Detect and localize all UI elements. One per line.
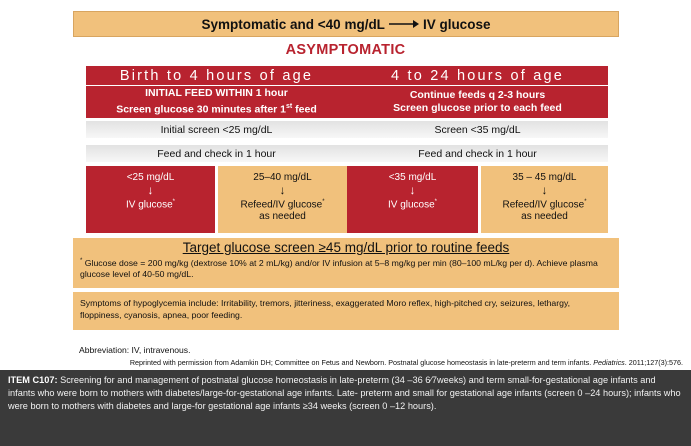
reprint-credit: Reprinted with permission from Adamkin DH; Committee on Fetus and Newborn. Postnatal glucose homeostasis in late-preterm and term infants. Pediatrics. 2011;127(3):576. xyxy=(129,358,683,367)
left-low-result: IV glucose* xyxy=(125,199,176,211)
asymptomatic-heading: ASYMPTOMATIC xyxy=(285,42,406,58)
symptomatic-band xyxy=(73,11,619,37)
down-arrow-icon: ↓ xyxy=(409,183,416,197)
right-arrow-icon xyxy=(389,19,419,29)
right-low-value: <35 mg/dL xyxy=(388,172,437,183)
right-mid-result-2: as needed xyxy=(521,211,568,223)
right-mid-result: Refeed/IV glucose* xyxy=(502,199,587,211)
abbreviation-note: Abbreviation: IV, intravenous. xyxy=(79,345,191,355)
right-column xyxy=(347,66,608,118)
figure-caption xyxy=(0,370,691,446)
symptomatic-action: IV glucose xyxy=(422,16,491,32)
left-mid-result-2: as needed xyxy=(259,211,306,223)
right-column-instructions xyxy=(347,86,608,118)
left-mid-result: Refeed/IV glucose* xyxy=(240,199,325,211)
left-instruction-1: INITIAL FEED WITHIN 1 hour xyxy=(145,87,288,100)
left-column-instructions xyxy=(86,86,347,118)
left-column-title: Birth to 4 hours of age xyxy=(86,66,347,86)
caption-label: ITEM C107: xyxy=(8,375,58,385)
target-heading: Target glucose screen ≥45 mg/dL prior to routine feeds xyxy=(182,240,510,255)
right-mid-box xyxy=(481,166,608,233)
down-arrow-icon: ↓ xyxy=(147,183,154,197)
left-mid-box xyxy=(218,166,347,233)
down-arrow-icon: ↓ xyxy=(279,183,286,197)
right-screen: Screen <35 mg/dL xyxy=(347,121,608,138)
right-mid-value: 35 – 45 mg/dL xyxy=(512,172,577,183)
left-column xyxy=(86,66,347,118)
left-low-value: <25 mg/dL xyxy=(126,172,175,183)
right-feed-check: Feed and check in 1 hour xyxy=(347,145,608,162)
symptomatic-condition: Symptomatic and <40 mg/dL xyxy=(201,16,385,32)
symptoms-box: Symptoms of hypoglycemia include: Irritability, tremors, jitteriness, exaggerated Moro reflex, high-pitched cry, seizures, lethargy, floppiness, cyanosis, apnea, poor feeding. xyxy=(73,292,619,330)
right-low-result: IV glucose* xyxy=(387,199,438,211)
right-column-title: 4 to 24 hours of age xyxy=(347,66,608,86)
left-mid-value: 25–40 mg/dL xyxy=(253,172,312,183)
right-instruction-2: Screen glucose prior to each feed xyxy=(393,102,562,114)
left-feed-check: Feed and check in 1 hour xyxy=(86,145,347,162)
down-arrow-icon: ↓ xyxy=(541,183,548,197)
right-instruction-1: Continue feeds q 2-3 hours xyxy=(409,89,546,101)
left-instruction-2: Screen glucose 30 minutes after 1st feed xyxy=(116,103,317,116)
left-initial-screen: Initial screen <25 mg/dL xyxy=(86,121,347,138)
left-low-box xyxy=(86,166,215,233)
caption-text: Screening for and management of postnatal glucose homeostasis in late-preterm (34 –36 6⁄7weeks) and term small-for-gestational age infants and infants who were born to mothers with diabetes/large-for-gestational age infants. Late- preterm and small for gestational age infants (screen 0 –24 hours); infants who were born to mothers with diabetes and large-for gestational age infants ≥34 weeks (screen 0 –12 hours). xyxy=(8,375,681,411)
target-box xyxy=(73,238,619,288)
right-low-box xyxy=(347,166,478,233)
glucose-dose-note: * Glucose dose = 200 mg/kg (dextrose 10% at 2 mL/kg) and/or IV infusion at 5–8 mg/kg per min (80–100 mL/kg per d). Achieve plasma glucose level of 40-50 mg/dL. xyxy=(80,257,598,279)
